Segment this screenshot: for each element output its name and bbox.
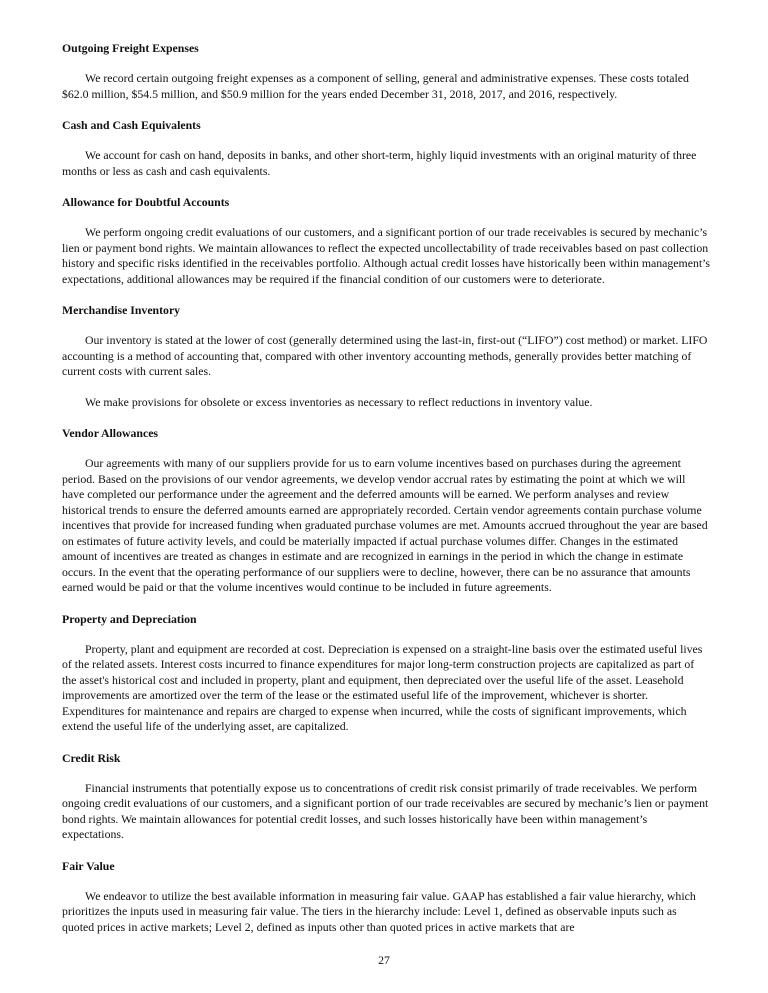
section-cash-and-cash-equivalents [62,117,710,179]
section-fair-value [62,858,710,936]
section-paragraph: We account for cash on hand, deposits in banks, and other short-term, highly liquid investments with an original maturity of three months or less as cash and cash equivalents. [62,148,697,178]
document-page [62,40,710,950]
section-heading: Vendor Allowances [62,426,159,440]
section-paragraph: We perform ongoing credit evaluations of our customers, and a significant portion of our trade receivables is secured by mechanic’s lien or payment bond rights. We maintain allowances to reflect the expected uncollectability of trade receivables based on past collection history and specific risks identified in the receivables portfolio. Although actual credit losses have historically been within management’s expectations, additional allowances may be required if the financial condition of our customers were to deteriorate. [62,225,710,286]
section-paragraph: Financial instruments that potentially expose us to concentrations of credit risk consist primarily of trade receivables. We perform ongoing credit evaluations of our customers, and a significant portion of our trade receivables are secured by mechanic’s lien or payment bond rights. We maintain allowances for potential credit losses, and such losses historically have been within management’s expectations. [62,780,709,841]
section-paragraph: Our agreements with many of our suppliers provide for us to earn volume incentives based on purchases during the agreement period. Based on the provisions of our vendor agreements, we develop vendor accrual rates by estimating the point at which we will have completed our performance under the agreement and the deferred amounts will be earned. We perform analyses and review historical trends to ensure the deferred amounts earned are appropriately recorded. Certain vendor agreements contain purchase volume incentives that provide for increased funding when graduated purchase volumes are met. Amounts accrued throughout the year are based on estimates of future activity levels, and could be materially impacted if actual purchase volumes differ. Changes in the estimated amount of incentives are treated as changes in estimate and are recognized in earnings in the period in which the change in estimate occurs. In the event that the operating performance of our suppliers were to decline, however, there can be no assurance that amounts earned would be paid or that the volume incentives would continue to be included in future agreements. [62,456,708,594]
section-heading: Allowance for Doubtful Accounts [62,195,230,209]
section-heading: Fair Value [62,858,115,873]
section-property-and-depreciation [62,611,710,735]
page-number: 27 [378,953,390,967]
section-heading: Merchandise Inventory [62,303,181,317]
section-allowance-for-doubtful-accounts [62,194,710,287]
section-vendor-allowances [62,425,710,596]
section-paragraph: Our inventory is stated at the lower of cost (generally determined using the last-in, first-out (“LIFO”) cost method) or market. LIFO accounting is a method of accounting that, compared with other inventory accounting methods, generally provides better matching of current costs with current sales. [62,333,708,378]
section-paragraph: We endeavor to utilize the best available information in measuring fair value. GAAP has established a fair value hierarchy, which prioritizes the inputs used in measuring fair value. The tiers in the hierarchy include: Level 1, defined as observable inputs such as quoted prices in active markets; Level 2, defined as inputs other than quoted prices in active markets that are [62,888,696,934]
section-paragraph: We make provisions for obsolete or excess inventories as necessary to reflect reductions in inventory value. [85,394,593,409]
section-paragraph: We record certain outgoing freight expenses as a component of selling, general and administrative expenses. These costs totaled $62.0 million, $54.5 million, and $50.9 million for the years ended December 31, 2018, 2017, and 2016, respectively. [62,71,689,101]
section-merchandise-inventory [62,302,710,410]
section-outgoing-freight-expenses [62,40,710,102]
section-heading: Cash and Cash Equivalents [62,118,201,132]
section-paragraph: Property, plant and equipment are recorded at cost. Depreciation is expensed on a straight-line basis over the estimated useful lives of the related assets. Interest costs incurred to finance expenditures for major long-term construction projects are capitalized as part of the asset's historical cost and included in property, plant and equipment, then depreciated over the useful life of the asset. Leasehold improvements are amortized over the term of the lease or the estimated useful life of the improvement, whichever is shorter. Expenditures for maintenance and repairs are charged to expense when incurred, while the costs of significant improvements, which extend the useful life of the underlying asset, are capitalized. [62,641,703,733]
section-heading: Outgoing Freight Expenses [62,41,199,55]
section-heading: Property and Depreciation [62,611,197,626]
section-heading: Credit Risk [62,750,121,765]
section-credit-risk [62,750,710,843]
